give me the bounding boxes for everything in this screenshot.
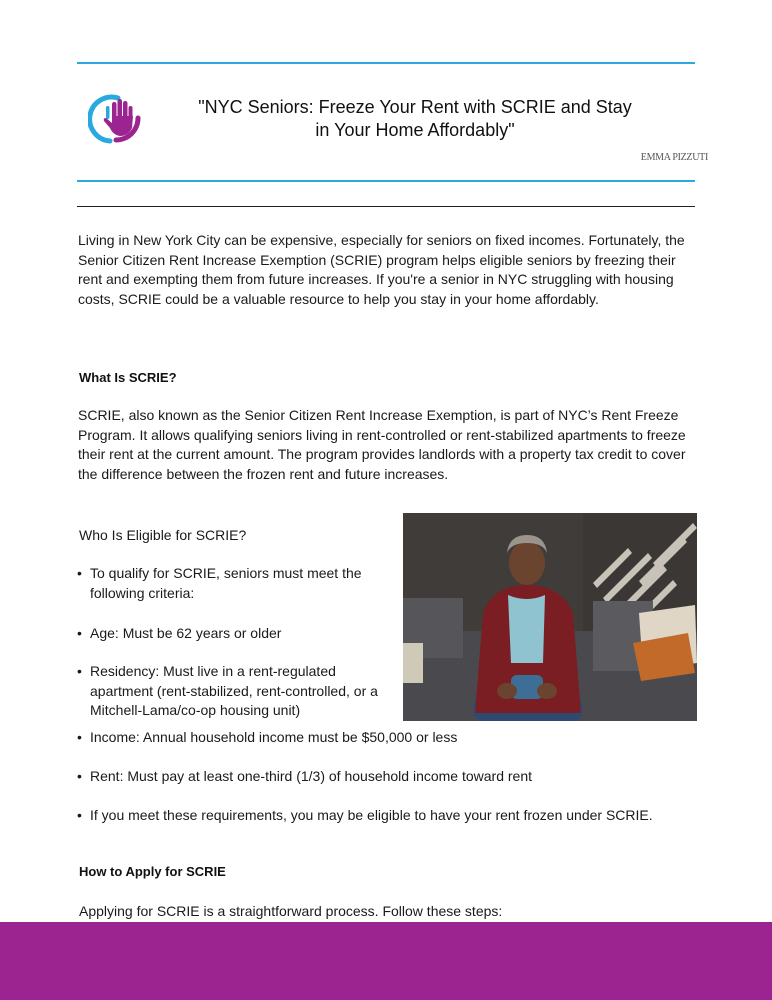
senior-woman-photo [403, 513, 697, 721]
heading-what-is-scrie: What Is SCRIE? [79, 370, 177, 385]
intro-paragraph: Living in New York City can be expensive, especially for seniors on fixed incomes. Fortunately, the Senior Citizen Rent Increase Exemption (SCRIE) program helps eligible seniors by freezing their rent and exempting them from future increases. If you're a senior in NYC struggling with housing costs, SCRIE could be a valuable resource to help you stay in your home affordably. [78, 232, 685, 307]
heading-how-to-apply: How to Apply for SCRIE [79, 864, 226, 879]
what-is-scrie-paragraph: SCRIE, also known as the Senior Citizen Rent Increase Exemption, is part of NYC’s Rent Freeze Program. It allows qualifying seniors living in rent-controlled or rent-stabilized apartments to freeze their rent at the current amount. The program provides landlords with a property tax credit to cover the difference between the frozen rent and future increases. [78, 407, 686, 482]
list-item: • Income: Annual household income must be $50,000 or less [77, 728, 690, 748]
footer-bar [0, 922, 772, 1000]
list-item: • To qualify for SCRIE, seniors must meet the following criteria: [77, 564, 390, 603]
section-divider [77, 206, 695, 207]
list-item: • Rent: Must pay at least one-third (1/3) of household income toward rent [77, 767, 690, 787]
how-to-apply-paragraph: Applying for SCRIE is a straightforward process. Follow these steps: [79, 903, 503, 919]
header-top-rule [77, 62, 695, 64]
header-bottom-rule [77, 180, 695, 182]
heading-eligibility: Who Is Eligible for SCRIE? [79, 527, 247, 543]
hand-logo-icon [88, 92, 146, 146]
list-item: • Age: Must be 62 years or older [77, 624, 390, 644]
list-item: • Residency: Must live in a rent-regulated apartment (rent-stabilized, rent-controlled, or a Mitchell-Lama/co-op housing unit) [77, 662, 395, 721]
document-title: "NYC Seniors: Freeze Your Rent with SCRIE and Stay in Your Home Affordably" [198, 97, 632, 140]
list-item: • If you meet these requirements, you may be eligible to have your rent frozen under SCRIE. [77, 806, 690, 826]
author-name: EMMA PIZZUTI [640, 152, 708, 163]
